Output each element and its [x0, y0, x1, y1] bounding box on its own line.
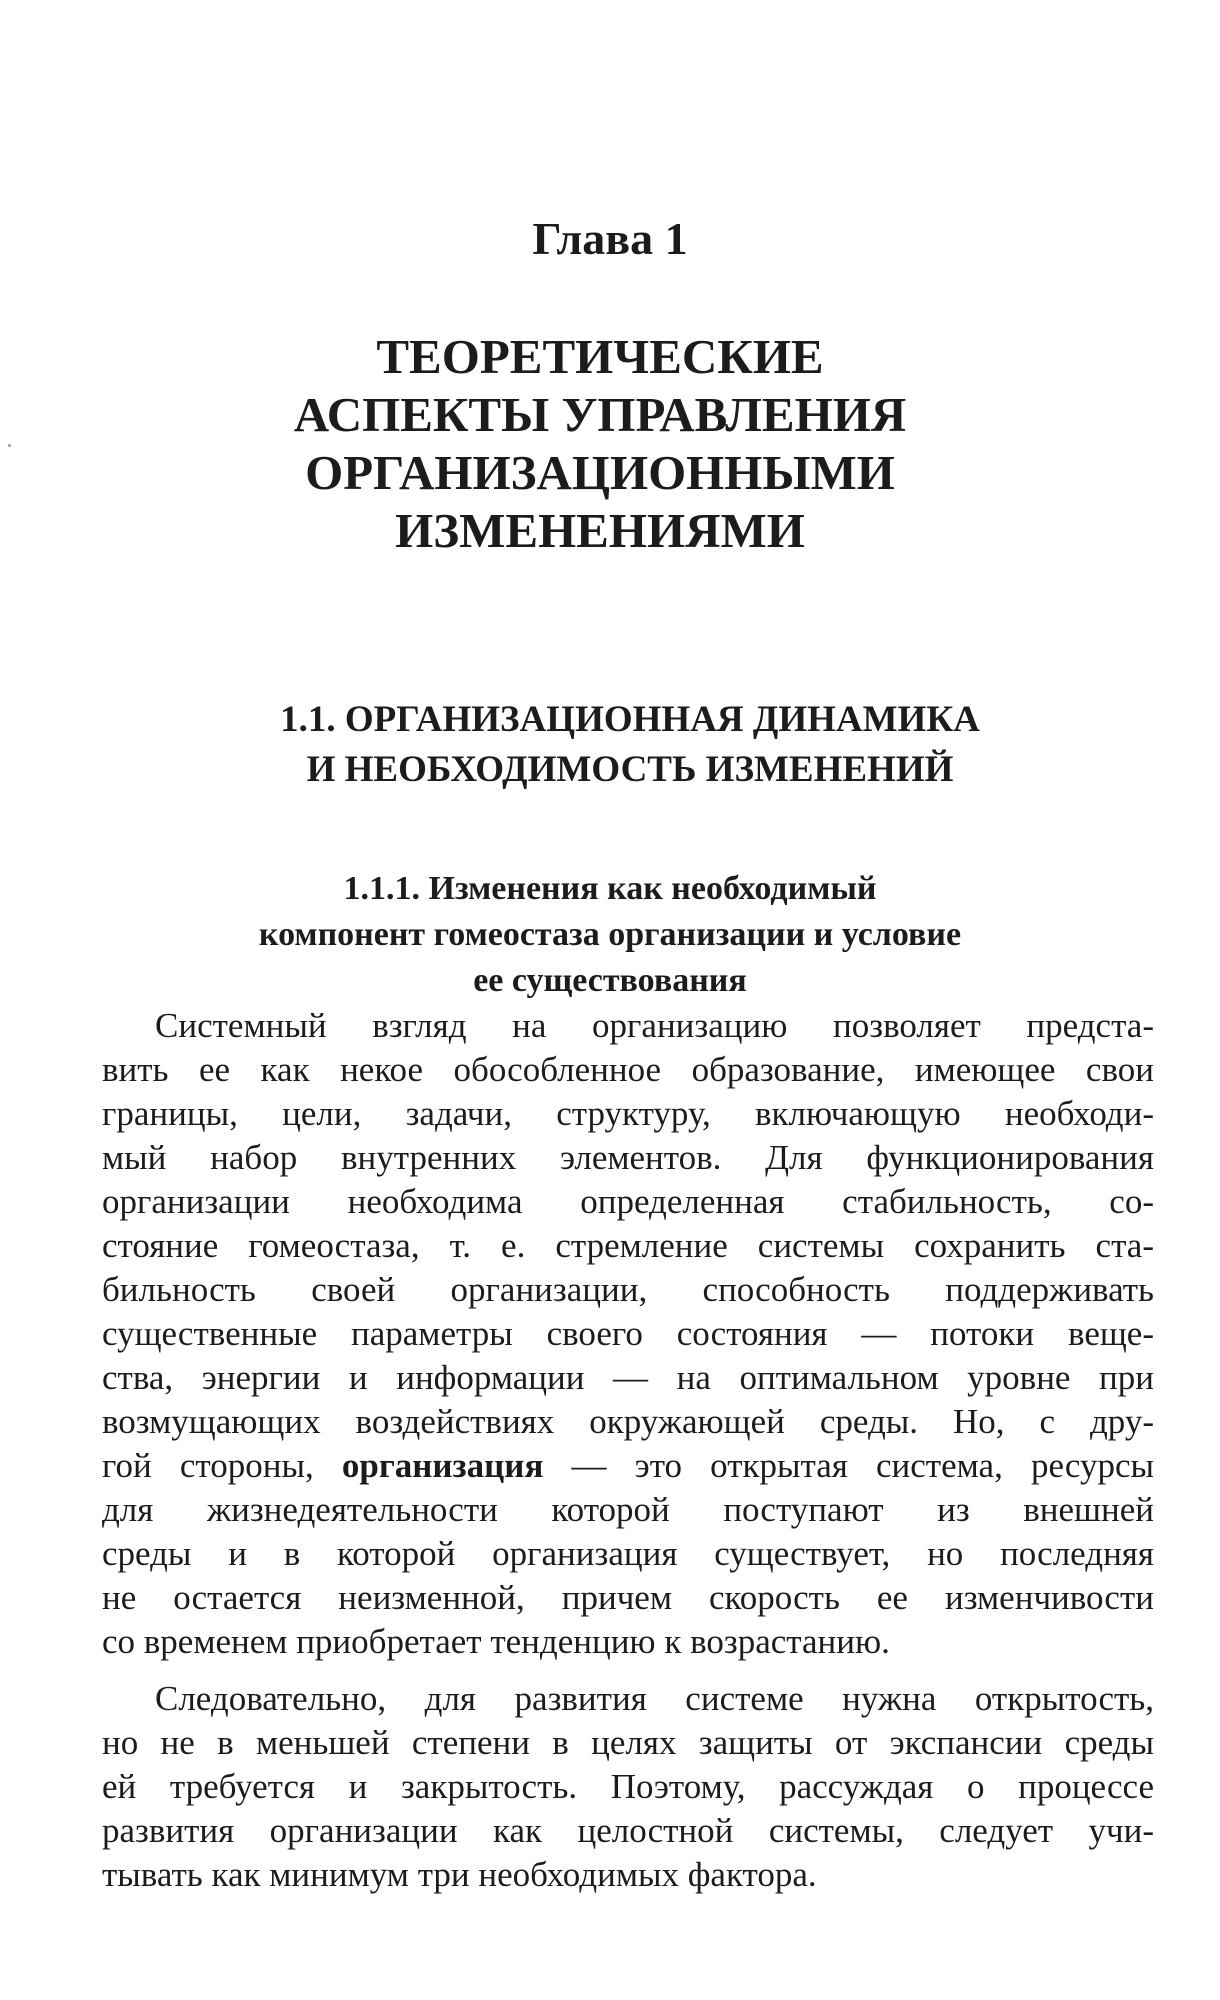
section-heading-line: И НЕОБХОДИМОСТЬ ИЗМЕНЕНИЙ: [306, 749, 954, 790]
paragraph-line: мый набор внутренних элементов. Для функционирования: [102, 1138, 1154, 1177]
paragraph-line: организации необходима определенная стабильность, со-: [102, 1182, 1154, 1221]
chapter-title-line: ОРГАНИЗАЦИОННЫМИ: [305, 445, 895, 500]
subsection-heading-line: компонент гомеостаза организации и условие: [258, 916, 962, 953]
paragraph-line: Системный взгляд на организацию позволяет предста-: [155, 1006, 1154, 1045]
paragraph-line: для жизнедеятельности которой поступают из внешней: [102, 1490, 1154, 1529]
section-heading-line: 1.1. ОРГАНИЗАЦИОННАЯ ДИНАМИКА: [280, 699, 980, 740]
chapter-title: [0, 328, 1210, 560]
paragraph-text: — это открытая система, ресурсы: [571, 1446, 1154, 1485]
chapter-label: Глава 1: [532, 213, 688, 264]
paragraph-line: возмущающих воздействиях окружающей среды. Но, с дру-: [102, 1402, 1154, 1441]
chapter-title-line: ТЕОРЕТИЧЕСКИЕ: [376, 329, 824, 384]
paragraph-line: вить ее как некое обособленное образование, имеющее свои: [102, 1050, 1154, 1089]
chapter-title-line: АСПЕКТЫ УПРАВЛЕНИЯ: [293, 387, 907, 442]
paragraph-line: существенные параметры своего состояния — потоки веще-: [102, 1314, 1154, 1353]
subsection-heading-line: ее существования: [473, 962, 747, 999]
paragraph-line: не остается неизменной, причем скорость ее изменчивости: [102, 1578, 1154, 1617]
subsection-heading-line: 1.1.1. Изменения как необходимый: [343, 870, 877, 907]
paragraph-line: стояние гомеостаза, т. е. стремление системы сохранить ста-: [102, 1226, 1154, 1265]
paragraph-line: со временем приобретает тенденцию к возрастанию.: [102, 1622, 890, 1661]
subsection-heading: [0, 866, 1220, 1004]
paragraph-line: ства, энергии и информации — на оптимальном уровне при: [102, 1358, 1154, 1397]
paragraph-line: Следовательно, для развития системе нужна открытость,: [155, 1679, 1154, 1718]
paragraph-line: [102, 1444, 1154, 1488]
paragraph-text: гой стороны,: [102, 1446, 314, 1485]
paragraph-line: бильность своей организации, способность поддерживать: [102, 1270, 1154, 1309]
section-heading: [20, 695, 1220, 795]
paragraph-line: границы, цели, задачи, структуру, включающую необходи-: [102, 1094, 1154, 1133]
paragraph-line: но не в меньшей степени в целях защиты от экспансии среды: [102, 1723, 1154, 1762]
chapter-title-line: ИЗМЕНЕНИЯМИ: [395, 503, 805, 558]
paragraph-line: развития организации как целостной системы, следует учи-: [102, 1811, 1154, 1850]
key-term: организация: [341, 1446, 544, 1485]
paragraph-line: ей требуется и закрытость. Поэтому, рассуждая о процессе: [102, 1767, 1154, 1806]
paragraph-line: среды и в которой организация существует, но последняя: [102, 1534, 1154, 1573]
paragraph-line: тывать как минимум три необходимых фактора.: [102, 1855, 817, 1894]
